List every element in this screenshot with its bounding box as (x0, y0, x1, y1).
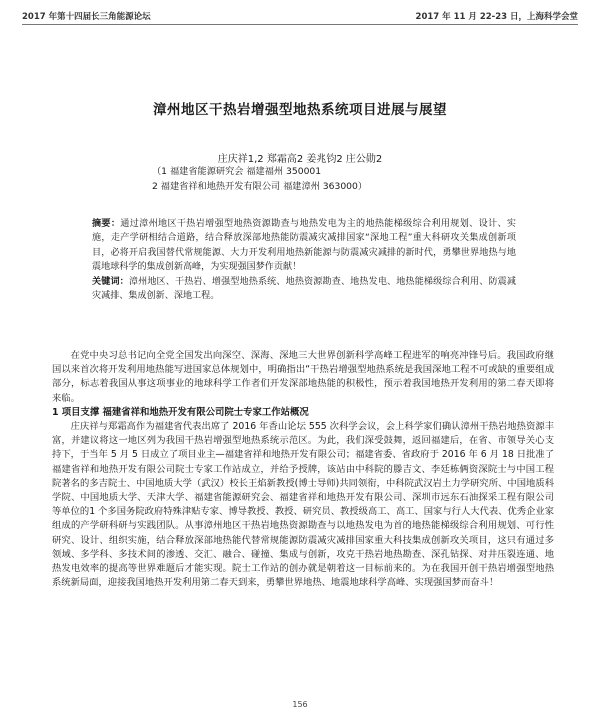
abstract-text: 通过漳州地区干热岩增强型地热资源勘查与地热发电为主的地热能梯级综合利用规划、设计、实施，走产学研相结合道路，结合释放深部地热能防震减灾减排国家“深地工程”重大科研攻关集成创新项目，必将开启我国替代常规能源、大力开发利用地热新能源与防震减灾减排的新时代，勇攀世界地热与地震地球科学的集成创新高峰，为实现强国梦作贡献！ (92, 219, 516, 273)
abstract-block (92, 217, 516, 303)
body-text (52, 349, 554, 590)
header-rule (22, 24, 578, 25)
paper-title: 漳州地区干热岩增强型地热系统项目进展与展望 (153, 102, 447, 118)
section-paragraph: 庄庆祥与郑霜高作为福建省代表出席了 2016 年香山论坛 555 次科学会议，会上科学家们确认漳州干热岩地热资源丰富，并建议将这一地区列为我国干热岩增强型地热系统示范区。为此，我们深受鼓舞，返回福建后，在省、市领导关心支持下，于当年 5 月 5 日成立了项目业主—福建省祥和地热开发有限公司；福建省委、省政府于 2016 年 6 月 18 日批准了福建省祥和地热开发有限公司院士专家工作站成立，并给予授牌，该站由中科院的滕吉文、李廷栋俩资深院士与中国工程院著名的多吉院士、中国地质大学（武汉）校长王焰新教授(博士导师)共同领衔，中科院武汉岩土力学研究所、中国地质科学院、中国地质大学、天津大学、福建省能源研究会、福建省祥和地热开发有限公司、深圳市远东石油探采工程有限公司等单位的1 个多国务院政府特殊津贴专家、博导教授、教授、研究员、教授级高工、高工、国家与行人大代表、优秀企业家组成的产学研科研与实践团队。从事漳州地区干热岩地热资源勘查与以地热发电为首的地热能梯级综合利用规划、可行性研究、设计、组织实施，结合释放深部地热能代替常规能源防震减灾减排国家重大科技集成创新攻关项目，这只有通过多领域、多学科、多技术间的渗透、交汇、融合、碰撞、集成与创新，攻克干热岩地热勘查、深孔钻探、对井压裂连通、地热发电效率的提高等世界难题后才能实现。院士工作站的创办就是朝着这一目标前来的。为在我国开创干热岩增强型地热系统新局面，迎接我国地热开发利用第二春天到来，勇攀世界地热、地震地球科学高峰、实现强国梦而奋斗！ (52, 421, 554, 589)
intro-paragraph: 在党中央习总书记向全党全国发出向深空、深海、深地三大世界创新科学高峰工程进军的响亮冲锋号后。我国政府继国以来首次将开发利用地热能写进国家总体规划中，明确指出“干热岩增强型地热系统是我国深地工程不可或缺的重要组成部分，标志着我国从事这项事业的地球科学工作者们开发深部地热能的积极性，预示着我国地热开发利用的第二春天即将来临。 (52, 350, 554, 404)
header-right: 2017 年 11 月 22-23 日，上海科学会堂 (415, 12, 578, 22)
running-header (22, 8, 578, 24)
affiliation-2: 2 福建省祥和地热开发有限公司 福建漳州 363000） (152, 181, 368, 192)
affiliation-1: （1 福建省能源研究会 福建福州 350001 (152, 166, 322, 177)
header-left: 2017 年第十四届长三角能源论坛 (22, 12, 151, 22)
keywords-label: 关键词： (92, 276, 129, 287)
page-number: 156 (292, 700, 308, 709)
author-list: 庄庆祥1,2 郑霜高2 姜兆钧2 庄公勋2 (217, 154, 383, 165)
abstract-label: 摘要： (92, 219, 121, 229)
section-heading: 1 项目支撑 福建省祥和地热开发有限公司院士专家工作站概况 (52, 406, 309, 418)
keywords-text: 漳州地区、干热岩、增强型地热系统、地热资源勘查、地热发电、地热能梯级综合利用、防震减灾减排、集成创新、深地工程。 (92, 276, 516, 302)
